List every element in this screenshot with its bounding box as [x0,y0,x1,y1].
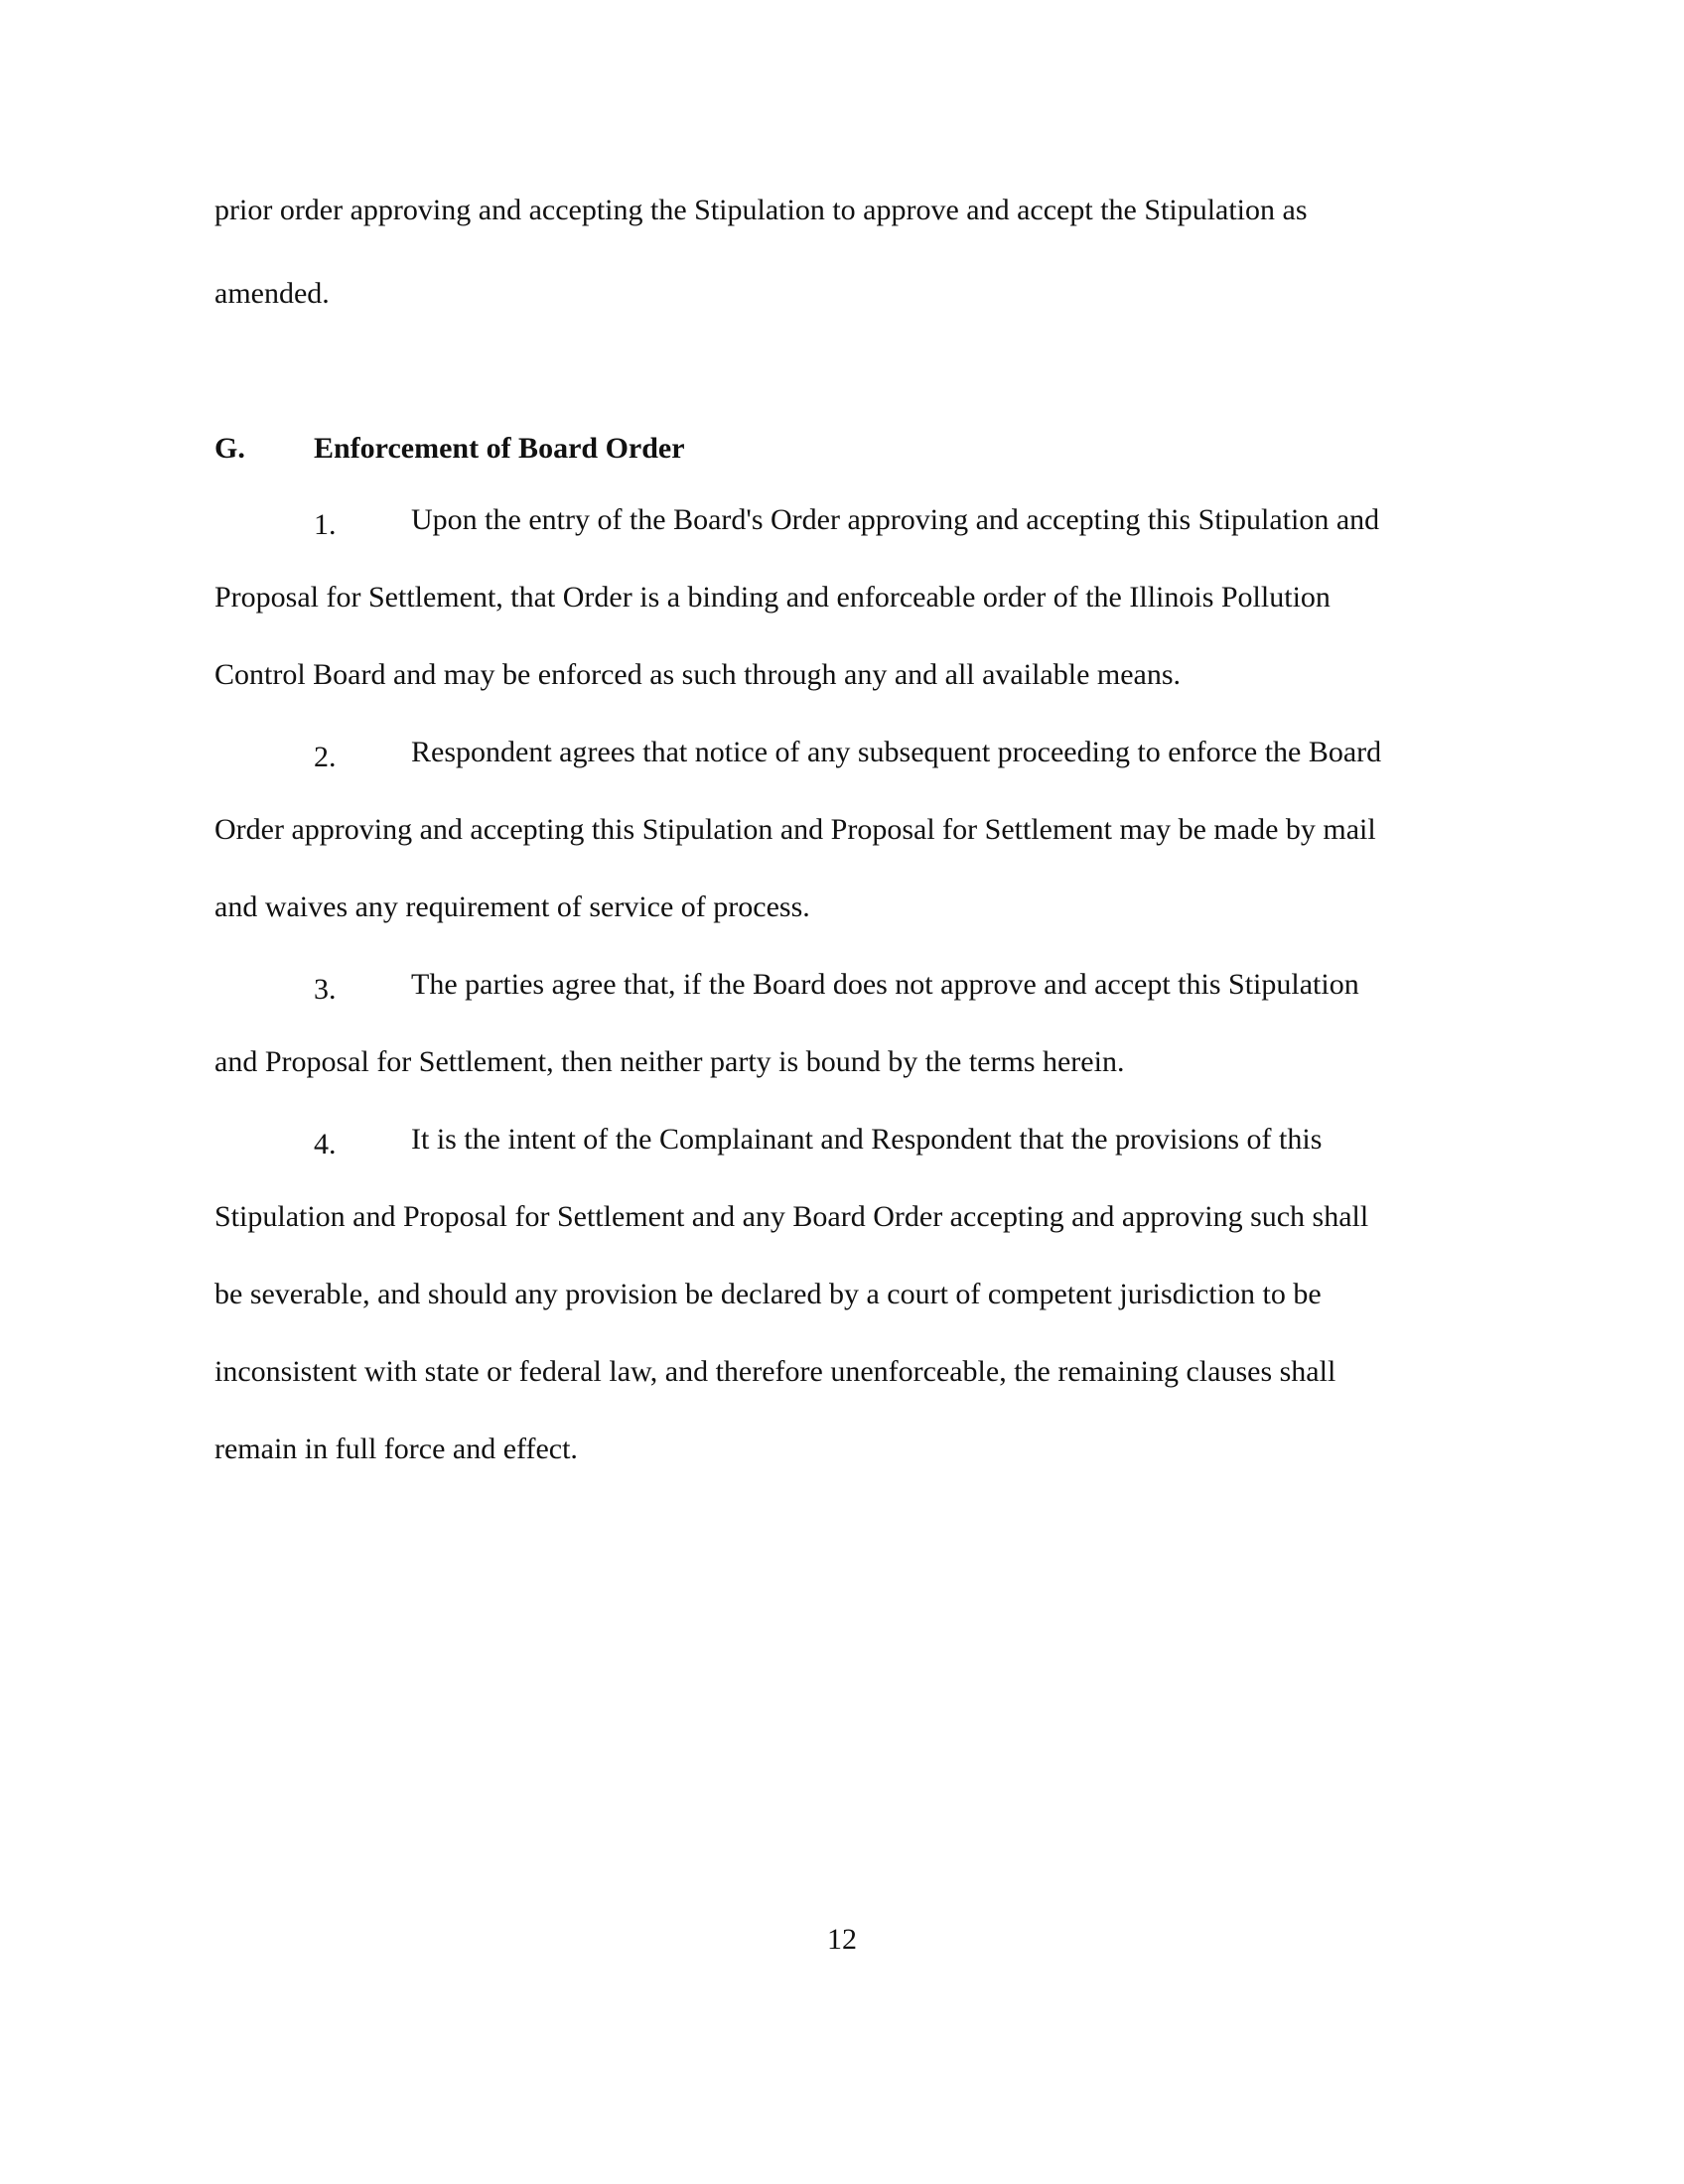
paragraph-3-line-2: and Proposal for Settlement, then neither party is bound by the terms herein. [214,1045,1125,1078]
continuation-line-1: prior order approving and accepting the Stipulation to approve and accept the Stipulation as [214,194,1308,226]
paragraph-2-line-3: and waives any requirement of service of process. [214,890,810,923]
paragraph-1-line-1: Upon the entry of the Board's Order approving and accepting this Stipulation and [411,503,1380,536]
continuation-line-2: amended. [214,277,330,310]
paragraph-4-line-3: be severable, and should any provision be declared by a court of competent jurisdiction to be [214,1278,1322,1310]
paragraph-4-line-5: remain in full force and effect. [214,1433,578,1465]
paragraph-4-line-2: Stipulation and Proposal for Settlement and any Board Order accepting and approving such shall [214,1200,1369,1233]
page-number: 12 [827,1923,857,1956]
paragraph-2-number: 2. [314,741,337,773]
section-title: Enforcement of Board Order [314,432,685,465]
section-letter: G. [214,432,245,465]
paragraph-4-line-4: inconsistent with state or federal law, and therefore unenforceable, the remaining clauses shall [214,1355,1336,1388]
paragraph-1-line-3: Control Board and may be enforced as such through any and all available means. [214,658,1182,691]
paragraph-4-number: 4. [314,1128,337,1160]
paragraph-1-number: 1. [314,508,337,541]
paragraph-4-line-1: It is the intent of the Complainant and Respondent that the provisions of this [411,1123,1323,1156]
paragraph-2-line-2: Order approving and accepting this Stipulation and Proposal for Settlement may be made by mail [214,813,1376,846]
paragraph-2-line-1: Respondent agrees that notice of any subsequent proceeding to enforce the Board [411,736,1382,768]
paragraph-1-line-2: Proposal for Settlement, that Order is a binding and enforceable order of the Illinois Pollution [214,581,1331,614]
paragraph-3-line-1: The parties agree that, if the Board does not approve and accept this Stipulation [411,968,1359,1001]
paragraph-3-number: 3. [314,973,337,1006]
